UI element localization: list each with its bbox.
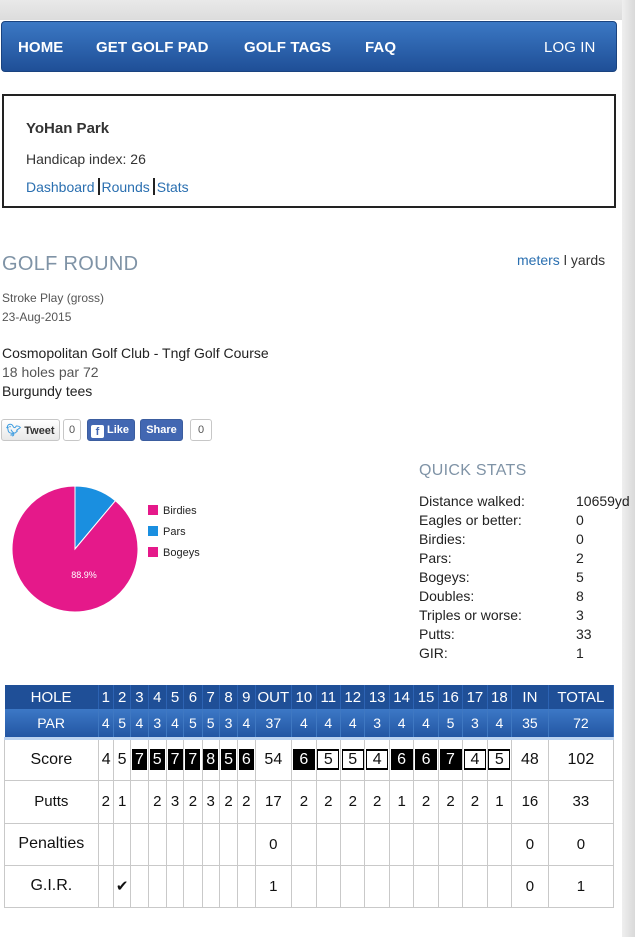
hole-number: 14: [389, 685, 413, 709]
penalties-value: [365, 823, 389, 865]
putts-value: [131, 780, 148, 823]
putts-label: Putts: [5, 780, 99, 823]
par-value: 5: [113, 709, 130, 738]
penalties-value: [341, 823, 365, 865]
score-value: [131, 738, 148, 780]
putts-value: 2: [238, 780, 255, 823]
putts-value: 2: [365, 780, 389, 823]
browser-top-strip: [0, 0, 635, 20]
units-yards[interactable]: yards: [570, 252, 606, 268]
putts-value: 2: [341, 780, 365, 823]
score-mark: 6: [239, 749, 254, 770]
facebook-icon: f: [91, 425, 104, 438]
score-value: [166, 738, 183, 780]
penalties-value: [148, 823, 166, 865]
putts-value: 1: [389, 780, 413, 823]
par-value: 4: [389, 709, 413, 738]
hole-number: 10: [292, 685, 316, 709]
total-label: TOTAL: [548, 685, 613, 709]
tweet-count: 0: [63, 419, 81, 441]
hole-number: 8: [219, 685, 237, 709]
gir-value: [184, 865, 202, 907]
score-mark: 6: [415, 749, 437, 770]
pie-slice-label: 88.9%: [71, 570, 97, 580]
round-format: Stroke Play (gross): [2, 291, 105, 305]
gir-value: [219, 865, 237, 907]
par-value: 4: [414, 709, 438, 738]
score-mark: 7: [440, 749, 462, 770]
par-value: 4: [487, 709, 511, 738]
score-value: [148, 738, 166, 780]
tees: Burgundy tees: [2, 383, 93, 399]
quick-stats-title: QUICK STATS: [419, 462, 527, 479]
hole-number: 5: [166, 685, 183, 709]
hole-number: 7: [202, 685, 219, 709]
score-in: 48: [512, 738, 549, 780]
par-label: PAR: [5, 709, 99, 738]
handicap-index: Handicap index: 26: [26, 151, 146, 167]
nav-home[interactable]: HOME: [18, 39, 64, 56]
facebook-like-button[interactable]: [87, 419, 135, 441]
penalties-value: [98, 823, 113, 865]
penalties-total: 0: [548, 823, 613, 865]
putts-total: 33: [548, 780, 613, 823]
penalties-value: [166, 823, 183, 865]
par-value: 3: [148, 709, 166, 738]
hole-number: 12: [341, 685, 365, 709]
score-mark: 6: [293, 749, 315, 770]
hole-number: 17: [463, 685, 487, 709]
score-mark: 4: [464, 749, 486, 770]
putts-value: 3: [166, 780, 183, 823]
penalties-value: [487, 823, 511, 865]
par-total: 72: [548, 709, 613, 738]
gir-label: G.I.R.: [5, 865, 99, 907]
penalties-label: Penalties: [5, 823, 99, 865]
gir-value: [438, 865, 462, 907]
putts-value: 1: [113, 780, 130, 823]
scorecard-table: [4, 685, 614, 908]
par-row: [5, 709, 614, 738]
facebook-share-button[interactable]: Share: [140, 419, 183, 441]
hole-number: 6: [184, 685, 202, 709]
profile-name: YoHan Park: [26, 120, 110, 137]
twitter-bird-icon: 🐦︎: [6, 423, 22, 437]
gir-value: [487, 865, 511, 907]
par-value: 4: [292, 709, 316, 738]
penalties-value: [184, 823, 202, 865]
hole-number: 18: [487, 685, 511, 709]
gir-out: 1: [255, 865, 292, 907]
penalties-value: [113, 823, 130, 865]
link-dashboard[interactable]: Dashboard: [26, 179, 95, 195]
score-row: [5, 738, 614, 780]
hole-number: 3: [131, 685, 148, 709]
score-out: 54: [255, 738, 292, 780]
score-value: [184, 738, 202, 780]
penalties-value: [238, 823, 255, 865]
gir-value: [365, 865, 389, 907]
gir-value: [131, 865, 148, 907]
score-mark: 4: [101, 751, 111, 768]
hole-label: HOLE: [5, 685, 99, 709]
link-stats[interactable]: Stats: [156, 179, 189, 195]
units-separator: l: [563, 252, 567, 268]
putts-value: 2: [414, 780, 438, 823]
legend-swatch: [148, 526, 158, 536]
score-value: [202, 738, 219, 780]
putts-out: 17: [255, 780, 292, 823]
legend-item-bogeys: Bogeys: [148, 547, 200, 559]
nav-login[interactable]: LOG IN: [544, 39, 596, 56]
par-value: 4: [316, 709, 340, 738]
putts-value: 2: [316, 780, 340, 823]
page-title: GOLF ROUND: [2, 253, 139, 275]
legend-swatch: [148, 547, 158, 557]
tweet-button[interactable]: [1, 419, 60, 441]
link-rounds[interactable]: Rounds: [101, 179, 150, 195]
gir-total: 1: [548, 865, 613, 907]
penalties-row: [5, 823, 614, 865]
gir-check-icon: ✔: [113, 865, 130, 907]
nav-get-golf-pad[interactable]: GET GOLF PAD: [96, 39, 209, 56]
gir-row: [5, 865, 614, 907]
tweet-label: Tweet: [24, 425, 55, 437]
score-value: [463, 738, 487, 780]
putts-value: 3: [202, 780, 219, 823]
score-mark: 6: [391, 749, 413, 770]
score-distribution-pie: [10, 484, 140, 614]
out-label: OUT: [255, 685, 292, 709]
gir-in: 0: [512, 865, 549, 907]
penalties-value: [389, 823, 413, 865]
penalties-value: [131, 823, 148, 865]
score-mark: 5: [117, 751, 127, 768]
penalties-in: 0: [512, 823, 549, 865]
putts-value: 2: [98, 780, 113, 823]
putts-value: 2: [438, 780, 462, 823]
penalties-value: [292, 823, 316, 865]
score-total: 102: [548, 738, 613, 780]
score-value: [487, 738, 511, 780]
penalties-value: [219, 823, 237, 865]
par-value: 4: [166, 709, 183, 738]
score-mark: 5: [221, 749, 236, 770]
hole-number: 16: [438, 685, 462, 709]
main-navbar: [1, 21, 617, 72]
par-value: 3: [463, 709, 487, 738]
legend-item-pars: Pars: [148, 526, 186, 538]
hole-header-row: [5, 685, 614, 709]
link-divider: [98, 178, 100, 195]
legend-item-birdies: Birdies: [148, 505, 197, 517]
gir-value: [148, 865, 166, 907]
putts-value: 2: [184, 780, 202, 823]
gir-value: [238, 865, 255, 907]
score-value: [389, 738, 413, 780]
par-value: 3: [365, 709, 389, 738]
putts-in: 16: [512, 780, 549, 823]
par-value: 5: [202, 709, 219, 738]
course-holes-par: 18 holes par 72: [2, 364, 99, 380]
gir-value: [389, 865, 413, 907]
link-divider: [153, 178, 155, 195]
par-out: 37: [255, 709, 292, 738]
gir-value: [316, 865, 340, 907]
par-value: 4: [98, 709, 113, 738]
par-value: 5: [438, 709, 462, 738]
score-value: [219, 738, 237, 780]
nav-golf-tags[interactable]: GOLF TAGS: [244, 39, 332, 56]
penalties-value: [414, 823, 438, 865]
penalties-out: 0: [255, 823, 292, 865]
pie-slice-bogeys: [12, 486, 138, 612]
par-value: 4: [341, 709, 365, 738]
score-mark: 7: [168, 749, 183, 770]
hole-number: 13: [365, 685, 389, 709]
profile-links: [26, 178, 189, 195]
units-meters-link[interactable]: meters: [517, 252, 560, 268]
score-mark: 5: [342, 749, 364, 770]
putts-value: 1: [487, 780, 511, 823]
score-mark: 5: [150, 749, 165, 770]
score-value: [365, 738, 389, 780]
gir-value: [463, 865, 487, 907]
score-value: [98, 738, 113, 780]
score-value: [292, 738, 316, 780]
gir-value: [166, 865, 183, 907]
score-mark: 8: [203, 749, 218, 770]
page-right-edge: [622, 0, 635, 937]
penalties-value: [463, 823, 487, 865]
gir-value: [341, 865, 365, 907]
hole-number: 4: [148, 685, 166, 709]
score-value: [316, 738, 340, 780]
score-mark: 5: [317, 749, 339, 770]
score-mark: 4: [366, 749, 388, 770]
gir-value: [202, 865, 219, 907]
score-value: [438, 738, 462, 780]
penalties-value: [202, 823, 219, 865]
round-date: 23-Aug-2015: [2, 310, 72, 324]
score-value: [414, 738, 438, 780]
score-value: [113, 738, 130, 780]
putts-value: 2: [148, 780, 166, 823]
legend-swatch: [148, 505, 158, 515]
gir-value: [292, 865, 316, 907]
score-label: Score: [5, 738, 99, 780]
gir-value: [414, 865, 438, 907]
putts-value: 2: [219, 780, 237, 823]
score-value: [341, 738, 365, 780]
hole-number: 9: [238, 685, 255, 709]
par-value: 4: [238, 709, 255, 738]
hole-number: 11: [316, 685, 340, 709]
par-in: 35: [512, 709, 549, 738]
hole-number: 1: [98, 685, 113, 709]
nav-faq[interactable]: FAQ: [365, 39, 397, 56]
unit-switch: [517, 252, 605, 268]
putts-row: [5, 780, 614, 823]
putts-value: 2: [292, 780, 316, 823]
score-mark: 5: [488, 749, 510, 770]
profile-panel: [2, 94, 616, 208]
penalties-value: [438, 823, 462, 865]
hole-number: 2: [113, 685, 130, 709]
par-value: 5: [184, 709, 202, 738]
like-label: Like: [107, 424, 130, 436]
par-value: 4: [131, 709, 148, 738]
share-count: 0: [190, 419, 212, 441]
penalties-value: [316, 823, 340, 865]
in-label: IN: [512, 685, 549, 709]
course-name: Cosmopolitan Golf Club - Tngf Golf Course: [2, 345, 269, 361]
gir-value: [98, 865, 113, 907]
hole-number: 15: [414, 685, 438, 709]
par-value: 3: [219, 709, 237, 738]
score-mark: 7: [132, 749, 147, 770]
score-mark: 7: [185, 749, 200, 770]
score-value: [238, 738, 255, 780]
putts-value: 2: [463, 780, 487, 823]
